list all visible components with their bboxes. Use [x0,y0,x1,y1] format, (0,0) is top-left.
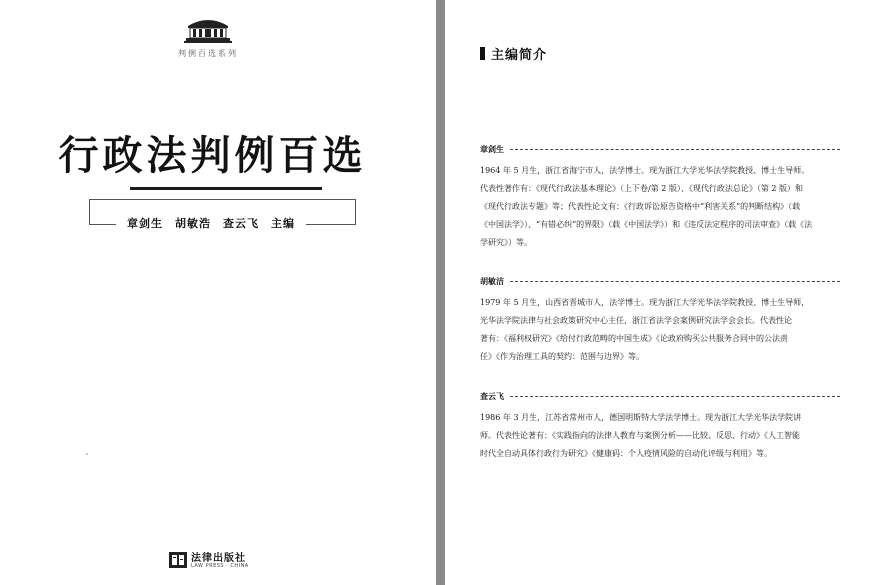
author-rule-right [306,224,356,225]
author-frame-right [355,199,356,225]
author-rule-left [89,224,116,225]
editors-page [445,0,883,585]
editor-name-row [480,143,840,155]
bio-line: 师。代表性论著有：《实践指向的法律人教育与案例分析——比较、反思、行动》《人工智能 [480,431,800,440]
bio-line: 代表性著作有：《现代行政法基本理论》（上下卷/第 2 版）、《现代行政法总论》（第 2 版）和 [480,184,804,193]
library-building-icon [184,16,232,44]
bio-line: 任》《作为治理工具的契约：范围与边界》等。 [480,352,644,361]
editor-name: 胡敏洁 [480,275,504,286]
name-rule [510,281,840,282]
editor-bio-text [480,294,840,366]
name-rule [510,396,840,397]
heading-text: 主编简介 [491,48,548,63]
bio-line: 《中国法学》）、“有错必纠”的界限》（载《中国法学》）和《违反法定程序的司法审查》（载《法 [480,220,813,229]
heading-marker [480,47,485,60]
editor-name-row [480,275,840,287]
speck [86,453,88,455]
publisher-name: 法律出版社 [191,553,246,564]
editor-name-row [480,390,840,402]
page-gutter [436,0,445,585]
book-cover [0,0,436,585]
cover-authors: 章剑生 胡敏浩 查云飞 主编 [116,216,306,232]
editor-bio-text [480,409,840,463]
bio-line: 著有：《福利权研究》《给付行政范畴的中国生成》《论政府购买公共服务合同中的公法责 [480,334,788,343]
editor-name: 查云飞 [480,390,504,401]
bio-line: 学研究》）等。 [480,238,532,247]
bio-line: 1979 年 5 月生，山西省晋城市人，法学博士。现为浙江大学光华法学院教授、博士生导师， [480,298,810,307]
author-frame-top [89,199,356,200]
series-name: 判例百选系列 [178,49,238,58]
editor-bio [480,143,840,252]
bio-line: 时代全自动具体行政行为研究》《健康码：个人疫情风险的自动化评级与利用》等。 [480,449,772,458]
page-title [480,44,547,63]
publisher-name-english: LAW PRESS · CHINA [191,563,249,569]
book-title: 行政法判例百选 [58,132,367,179]
bio-line: 1964 年 5 月生，浙江省海宁市人，法学博士。现为浙江大学光华法学院教授、博士生导师。 [480,166,810,175]
publisher-logo-icon [168,550,188,570]
editor-bio-text [480,162,840,252]
editor-bio [480,390,840,463]
name-rule [510,149,840,150]
bio-line: 《现代行政法专题》等；代表性论文有：《行政诉讼原告资格中“利害关系”的判断结构》（载 [480,202,801,211]
editor-bio [480,275,840,366]
bio-line: 1986 年 3 月生，江苏省常州市人，德国明斯特大学法学博士。现为浙江大学光华法学院讲 [480,413,802,422]
editor-name: 章剑生 [480,143,504,154]
title-underline [130,187,322,190]
author-frame-left [89,199,90,225]
bio-line: 光华法学院法律与社会政策研究中心主任，浙江省法学会案例研究法学会会长。代表性论 [480,316,792,325]
